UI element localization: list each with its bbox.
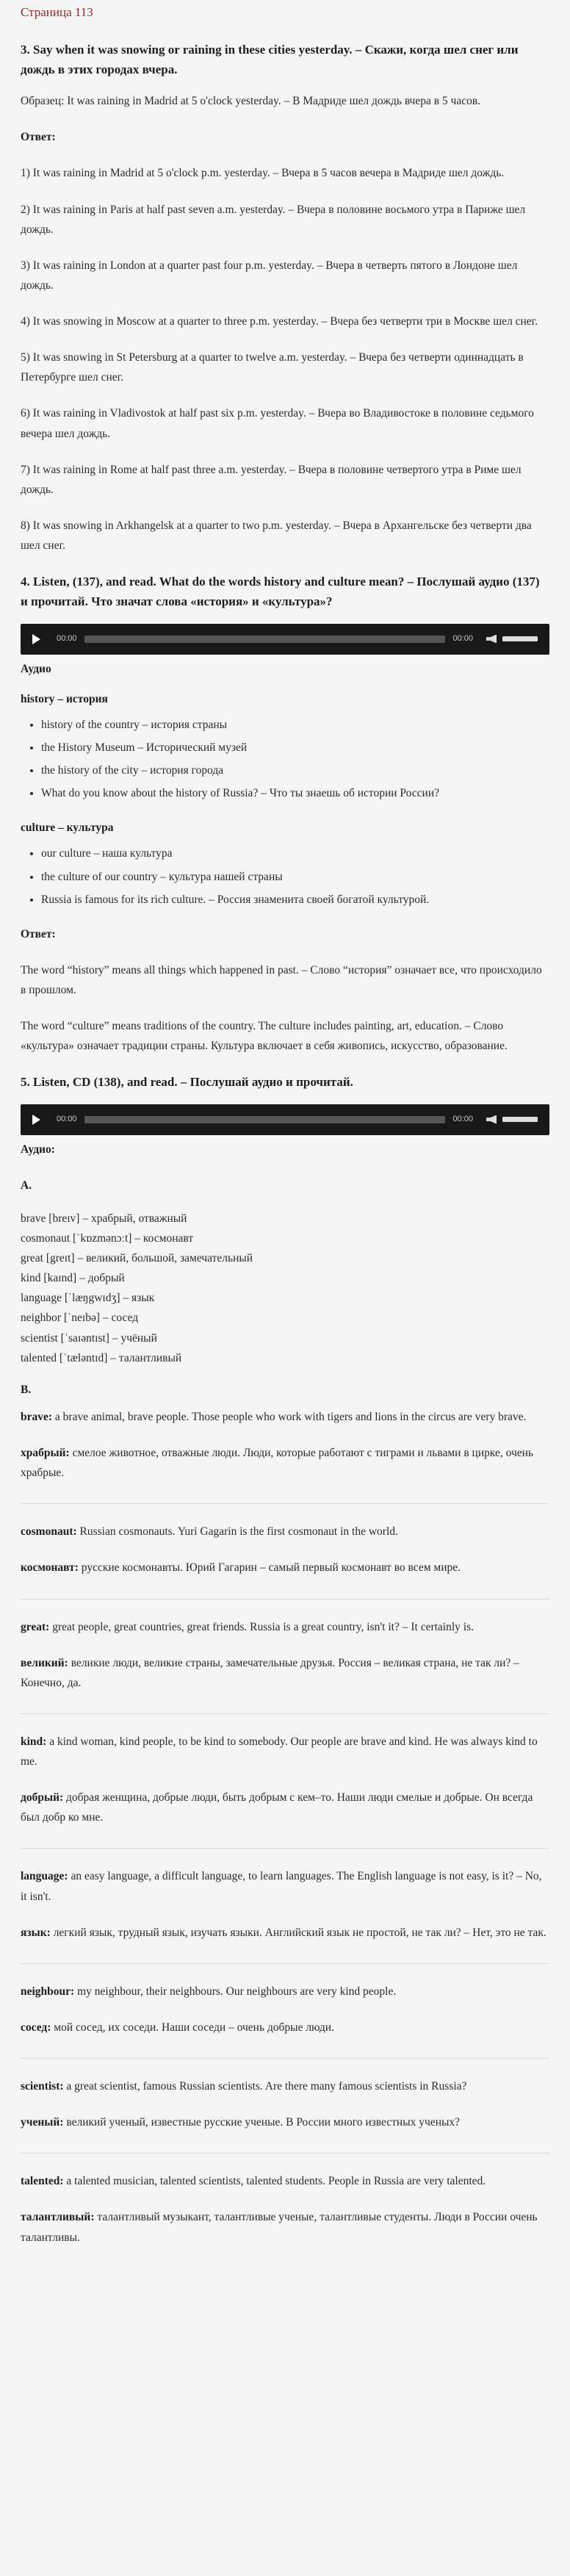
answer-paragraph: The word “history” means all things which happened in past. – Слово “история” означает все, что происходило в прошлом. (21, 963, 542, 996)
entry-text: a great scientist, famous Russian scientists. Are there many famous scientists in Russia? (66, 2080, 467, 2093)
audio-label: Аудио (21, 662, 51, 675)
entry-text: a kind woman, kind people, to be kind to somebody. Our people are brave and kind. He was always kind to me. (21, 1735, 538, 1769)
culture-list (21, 843, 549, 909)
entry-text: a talented musician, talented scientists, talented students. People in Russia are very talented. (66, 2175, 486, 2188)
audio-label: Аудио: (21, 1143, 55, 1156)
answer-item: 8) It was snowing in Arkhangelsk at a quarter to two p.m. yesterday. – Вчера в Архангельске без четверти два шел снег. (21, 519, 532, 552)
entry-language (21, 1866, 549, 1942)
page-number-link[interactable]: Страница 113 (21, 5, 93, 19)
entry-text: great people, great countries, great friends. Russia is a great country, isn't it? – It certainly is. (52, 1620, 474, 1633)
audio-player (21, 624, 549, 655)
entry-kind (21, 1732, 549, 1828)
vocab-item: talented [ˈtæləntɪd] – талантливый (21, 1351, 182, 1364)
vocab-item: scientist [ˈsaɪəntɪst] – учёный (21, 1331, 157, 1345)
list-item: • Russia is famous for its rich culture. – Россия знаменита своей богатой культурой. (41, 890, 549, 910)
entry-text: легкий язык, трудный язык, изучать языки. Английский язык не простой, не так ли? – Нет, это не так. (53, 1926, 546, 1939)
entry-brave (21, 1407, 549, 1483)
duration: 00:00 (452, 633, 473, 643)
vocab-item: brave [breɪv] – храбрый, отважный (21, 1212, 187, 1225)
entry-word: talented: (21, 2175, 64, 2188)
entry-word: космонавт: (21, 1561, 79, 1575)
list-item: • the culture of our country – культура нашей страны (41, 867, 549, 887)
exercise-3-sample: Образец: It was raining in Madrid at 5 o'clock yesterday. – В Мадриде шел дождь вчера в 5 часов. (21, 95, 481, 108)
entry-text: добрая женщина, добрые люди, быть добрым с кем–то. Наши люди смелые и добрые. Он всегда был добр ко мне. (21, 1791, 533, 1824)
section-a-label: A. (21, 1179, 32, 1192)
list-item: • the history of the city – история города (41, 760, 549, 780)
entry-word: талантливый: (21, 2211, 95, 2224)
vocab-item: language [ˈlæŋgwɪdʒ] – язык (21, 1292, 155, 1305)
play-icon[interactable] (32, 634, 40, 644)
entry-word: сосед: (21, 2021, 51, 2034)
entry-word: добрый: (21, 1791, 64, 1805)
list-item: • What do you know about the history of Russia? – Что ты знаешь об истории России? (41, 783, 549, 803)
entry-text: русские космонавты. Юрий Гагарин – самый первый космонавт во всем мире. (81, 1561, 461, 1575)
divider (21, 1713, 549, 1714)
vocab-item: cosmonaut [ˈkɒzmənɔːt] – космонавт (21, 1231, 194, 1245)
volume-icon[interactable] (486, 635, 497, 644)
answer-item: 7) It was raining in Rome at half past three a.m. yesterday. – Вчера в половине четвертого утра в Риме шел дождь. (21, 463, 522, 496)
list-item: • the History Museum – Исторический музей (41, 738, 549, 758)
entry-text: великий ученый, известные русские ученые. В России много известных ученых? (66, 2116, 461, 2129)
answer-item: 4) It was snowing in Moscow at a quarter to three p.m. yesterday. – Вчера без четверти три в Москве шел снег. (21, 315, 538, 328)
entry-text: великие люди, великие страны, замечательные друзья. Россия – великая страна, не так ли? – Конечно, да. (21, 1656, 519, 1689)
answer-item: 5) It was snowing in St Petersburg at a quarter to twelve a.m. yesterday. – Вчера без четверти одиннадцать в Петербурге шел снег. (21, 351, 524, 384)
entry-word: великий: (21, 1656, 68, 1669)
vocab-item: great [greɪt] – великий, большой, замечательный (21, 1252, 253, 1265)
entry-cosmonaut (21, 1522, 549, 1577)
history-list (21, 715, 549, 804)
culture-title: culture – культура (21, 821, 114, 835)
entry-word: kind: (21, 1735, 47, 1748)
answer-paragraph: The word “culture” means traditions of the country. The culture includes painting, art, education. – Слово «культура» означает традиции страны. Культура включает в себя живопись, искусство, образование. (21, 1020, 508, 1053)
divider (21, 1503, 549, 1504)
current-time: 00:00 (57, 1114, 77, 1123)
answer-item: 1) It was raining in Madrid at 5 o'clock p.m. yesterday. – Вчера в 5 часов вечера в Мадриде шел дождь. (21, 167, 505, 180)
entry-word: ученый: (21, 2116, 64, 2129)
entry-word: great: (21, 1620, 50, 1633)
list-item: • history of the country – история страны (41, 715, 549, 735)
audio-player (21, 1104, 549, 1135)
entry-text: Russian cosmonauts. Yuri Gagarin is the first cosmonaut in the world. (79, 1525, 398, 1539)
exercise-5-heading: 5. Listen, CD (138), and read. – Послушай аудио и прочитай. (21, 1075, 353, 1090)
divider (21, 1963, 549, 1964)
entry-scientist (21, 2076, 549, 2132)
entry-word: cosmonaut: (21, 1525, 77, 1539)
entry-word: neighbour: (21, 1985, 75, 1998)
entry-word: language: (21, 1870, 68, 1883)
exercise-4-heading: 4. Listen, (137), and read. What do the words history and culture mean? – Послушай аудио (137) и прочитай. Что значат слова «история» и «культура»? (21, 575, 540, 609)
vocab-item: neighbor [ˈneɪbə] – сосед (21, 1312, 139, 1325)
entry-great (21, 1617, 549, 1693)
exercise-3-heading: 3. Say when it was snowing or raining in these cities yesterday. – Скажи, когда шел снег или дождь в этих городах вчера. (21, 42, 519, 76)
vocab-item: kind [kaɪnd] – добрый (21, 1272, 125, 1285)
volume-slider[interactable] (502, 636, 538, 641)
play-icon[interactable] (32, 1115, 40, 1125)
entry-text: смелое животное, отважные люди. Люди, которые работают с тиграми и львами в цирке, очень храбрые. (21, 1447, 534, 1480)
answer-item: 6) It was raining in Vladivostok at half past six p.m. yesterday. – Вчера во Владивостоке в половине седьмого вечера шел дождь. (21, 407, 534, 440)
entry-word: храбрый: (21, 1447, 70, 1460)
duration: 00:00 (452, 1114, 473, 1123)
entry-text: an easy language, a difficult language, to learn languages. The English language is not easy, is it? – No, it isn't. (21, 1870, 542, 1903)
entry-text: a brave animal, brave people. Those people who work with tigers and lions in the circus are very brave. (54, 1410, 527, 1423)
list-item: • our culture – наша культура (41, 843, 549, 863)
entry-neighbour (21, 1982, 549, 2037)
divider (21, 2153, 549, 2154)
answer-item: 2) It was raining in Paris at half past seven a.m. yesterday. – Вчера в половине восьмого утра в Париже шел дождь. (21, 203, 526, 236)
volume-icon[interactable] (486, 1115, 497, 1124)
entry-word: scientist: (21, 2080, 64, 2093)
progress-track[interactable] (84, 636, 446, 643)
entry-text: my neighbour, their neighbours. Our neighbours are very kind people. (77, 1985, 397, 1998)
entry-word: язык: (21, 1926, 51, 1939)
exercise-3-answer-label: Ответ: (21, 131, 56, 144)
current-time: 00:00 (57, 633, 77, 643)
answer-item: 3) It was raining in London at a quarter past four p.m. yesterday. – Вчера в четверть пятого в Лондоне шел дождь. (21, 259, 518, 292)
volume-slider[interactable] (502, 1117, 538, 1122)
divider (21, 1599, 549, 1600)
section-b-label: B. (21, 1383, 32, 1396)
exercise-4-answer-label: Ответ: (21, 927, 56, 940)
divider (21, 1848, 549, 1849)
entry-text: мой сосед, их соседи. Наши соседи – очень добрые люди. (54, 2021, 334, 2034)
history-title: history – история (21, 692, 108, 705)
progress-track[interactable] (84, 1116, 446, 1123)
entry-word: brave: (21, 1410, 53, 1423)
vocabulary-list (21, 1209, 549, 1368)
divider (21, 2058, 549, 2059)
entry-text: талантливый музыкант, талантливые ученые, талантливые студенты. Люди в России очень талантливы. (21, 2211, 538, 2244)
entry-talented (21, 2171, 549, 2247)
